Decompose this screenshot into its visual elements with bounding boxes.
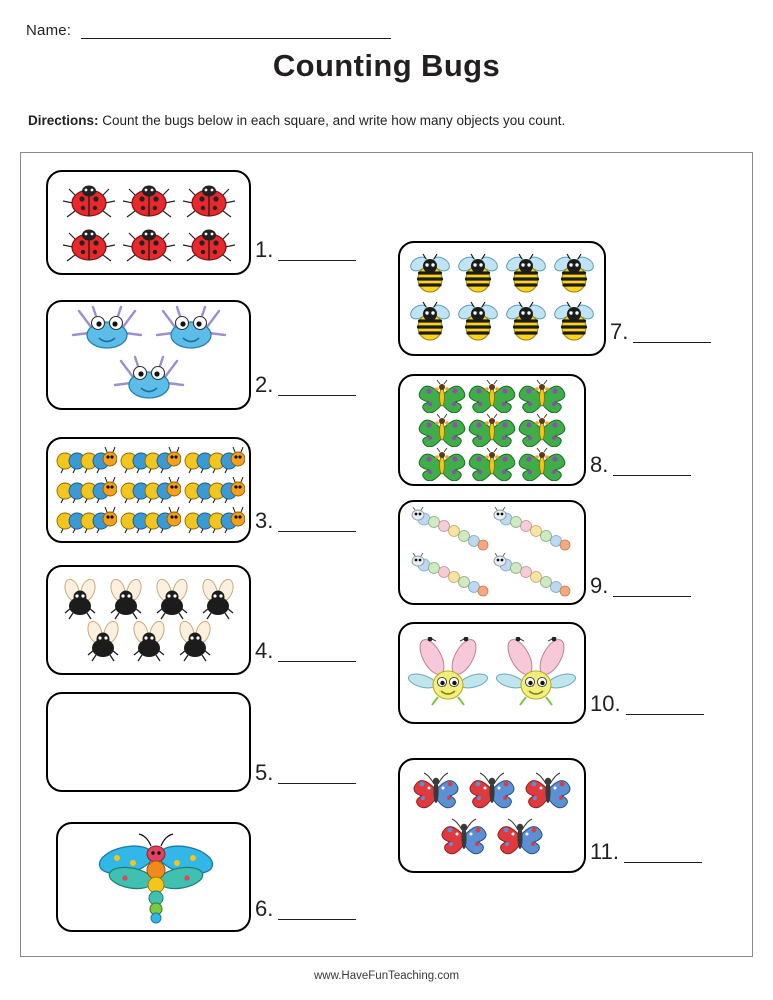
mayfly-icon [404,637,492,709]
bee-icon [502,299,550,347]
bug-box-7 [398,241,606,356]
answer-5 [255,762,356,784]
answer-blank-11[interactable] [624,851,702,863]
answer-10 [590,693,704,715]
bee-icon [454,299,502,347]
caterpillar-icon [117,475,181,505]
answer-blank-10[interactable] [626,703,704,715]
question-number: 8. [590,452,609,477]
bug-grid-5 [48,694,249,790]
bee-icon [406,299,454,347]
bug-row [89,828,219,926]
butterfly-green-icon [417,379,467,413]
ladybug-icon [119,179,179,223]
question-number: 9. [590,572,609,598]
mayfly-icon [492,637,580,709]
bug-box-9 [398,500,586,605]
butterfly-green-icon [517,413,567,447]
dragonfly-icon [89,828,219,926]
directions-label: Directions: [28,113,99,128]
worm-icon [492,553,574,599]
question-number: 7. [610,318,629,344]
directions-text: Count the bugs below in each square, and write how many objects you count. [98,113,566,128]
bug-box-4 [46,565,251,675]
bug-box-10 [398,622,586,724]
bug-row [417,447,567,481]
bug-box-3 [46,437,251,543]
answer-3 [255,510,356,532]
caterpillar-icon [181,475,245,505]
bug-grid-11 [400,760,584,871]
problem-11 [398,758,702,873]
worm-icon [410,507,492,553]
page-title: Counting Bugs [272,48,501,83]
bug-box-8 [398,374,586,486]
question-number: 5. [255,760,274,785]
caterpillar-icon [117,505,181,535]
fly-icon [103,578,149,620]
butterfly-red-icon [492,816,548,862]
bug-row [57,578,241,620]
ladybug-icon [179,179,239,223]
bug-grid-4 [48,567,249,673]
bug-row [417,379,567,413]
answer-4 [255,640,356,662]
ladybug-icon [119,223,179,267]
answer-6 [255,898,356,920]
bee-icon [550,299,598,347]
bee-icon [454,251,502,299]
bug-grid-6 [58,824,249,930]
answer-8 [590,454,691,476]
butterfly-green-icon [417,447,467,481]
answer-blank-6[interactable] [278,908,356,920]
name-row [26,22,391,39]
bug-row [410,507,574,553]
bug-row [53,475,245,505]
bug-row [436,816,548,862]
bug-row [406,251,598,299]
question-number: 10. [590,691,621,716]
bug-grid-1 [48,172,249,273]
spider-icon [107,355,191,405]
answer-1 [255,236,356,262]
bug-box-5 [46,692,251,792]
directions [28,113,565,128]
bug-row [406,299,598,347]
answer-blank-1[interactable] [278,249,356,261]
question-number: 6. [255,896,274,921]
problem-7 [398,241,711,356]
spider-icon [149,305,233,355]
bee-icon [406,251,454,299]
bug-grid-10 [400,624,584,722]
bug-grid-9 [400,502,584,603]
bug-box-1 [46,170,251,275]
fly-icon [149,578,195,620]
caterpillar-icon [53,505,117,535]
worm-icon [492,507,574,553]
question-number: 2. [255,372,274,397]
answer-9 [590,572,691,598]
bug-row [404,637,580,709]
bug-box-6 [56,822,251,932]
answer-blank-8[interactable] [613,464,691,476]
answer-blank-3[interactable] [278,520,356,532]
butterfly-red-icon [520,770,576,816]
bug-row [410,553,574,599]
butterfly-red-icon [464,770,520,816]
bug-row [65,305,233,355]
bug-row [59,179,239,223]
fly-icon [172,620,218,662]
question-number: 3. [255,508,274,533]
fly-icon [80,620,126,662]
problem-8 [398,374,691,486]
problem-2 [46,300,356,410]
bug-grid-2 [48,302,249,408]
answer-11 [590,838,702,864]
ladybug-icon [59,179,119,223]
bug-box-2 [46,300,251,410]
problem-1 [46,170,356,275]
butterfly-green-icon [417,413,467,447]
answer-2 [255,374,356,396]
footer-url: www.HaveFunTeaching.com [313,970,460,982]
butterfly-red-icon [436,816,492,862]
problem-6 [56,822,356,932]
problem-4 [46,565,356,675]
worm-icon [410,553,492,599]
fly-icon [57,578,103,620]
answer-blank-5[interactable] [278,772,356,784]
bug-row [408,770,576,816]
spider-icon [65,305,149,355]
bug-box-11 [398,758,586,873]
caterpillar-icon [53,445,117,475]
bug-row [107,355,191,405]
fly-icon [195,578,241,620]
butterfly-green-icon [467,447,517,481]
ladybug-icon [179,223,239,267]
answer-blank-2[interactable] [278,384,356,396]
problem-5 [46,692,356,792]
bug-row [59,223,239,267]
name-blank-line[interactable] [81,25,391,39]
butterfly-red-icon [408,770,464,816]
bug-row [53,505,245,535]
name-label: Name: [26,22,72,39]
caterpillar-icon [53,475,117,505]
ladybug-icon [59,223,119,267]
butterfly-green-icon [517,447,567,481]
bug-grid-3 [48,439,249,541]
problem-3 [46,437,356,543]
butterfly-green-icon [467,413,517,447]
fly-icon [126,620,172,662]
answer-blank-4[interactable] [278,650,356,662]
problem-9 [398,500,691,605]
bee-icon [502,251,550,299]
answer-7 [610,318,711,344]
bug-grid-8 [400,376,584,484]
butterfly-green-icon [467,379,517,413]
bug-row [80,620,218,662]
butterfly-green-icon [517,379,567,413]
bug-grid-7 [400,243,604,354]
question-number: 1. [255,236,274,262]
answer-blank-9[interactable] [613,585,691,597]
answer-blank-7[interactable] [633,331,711,343]
bug-row [417,413,567,447]
bee-icon [550,251,598,299]
caterpillar-icon [117,445,181,475]
problem-10 [398,622,704,724]
bug-row [53,445,245,475]
caterpillar-icon [181,445,245,475]
caterpillar-icon [181,505,245,535]
question-number: 4. [255,638,274,663]
question-number: 11. [590,838,619,864]
